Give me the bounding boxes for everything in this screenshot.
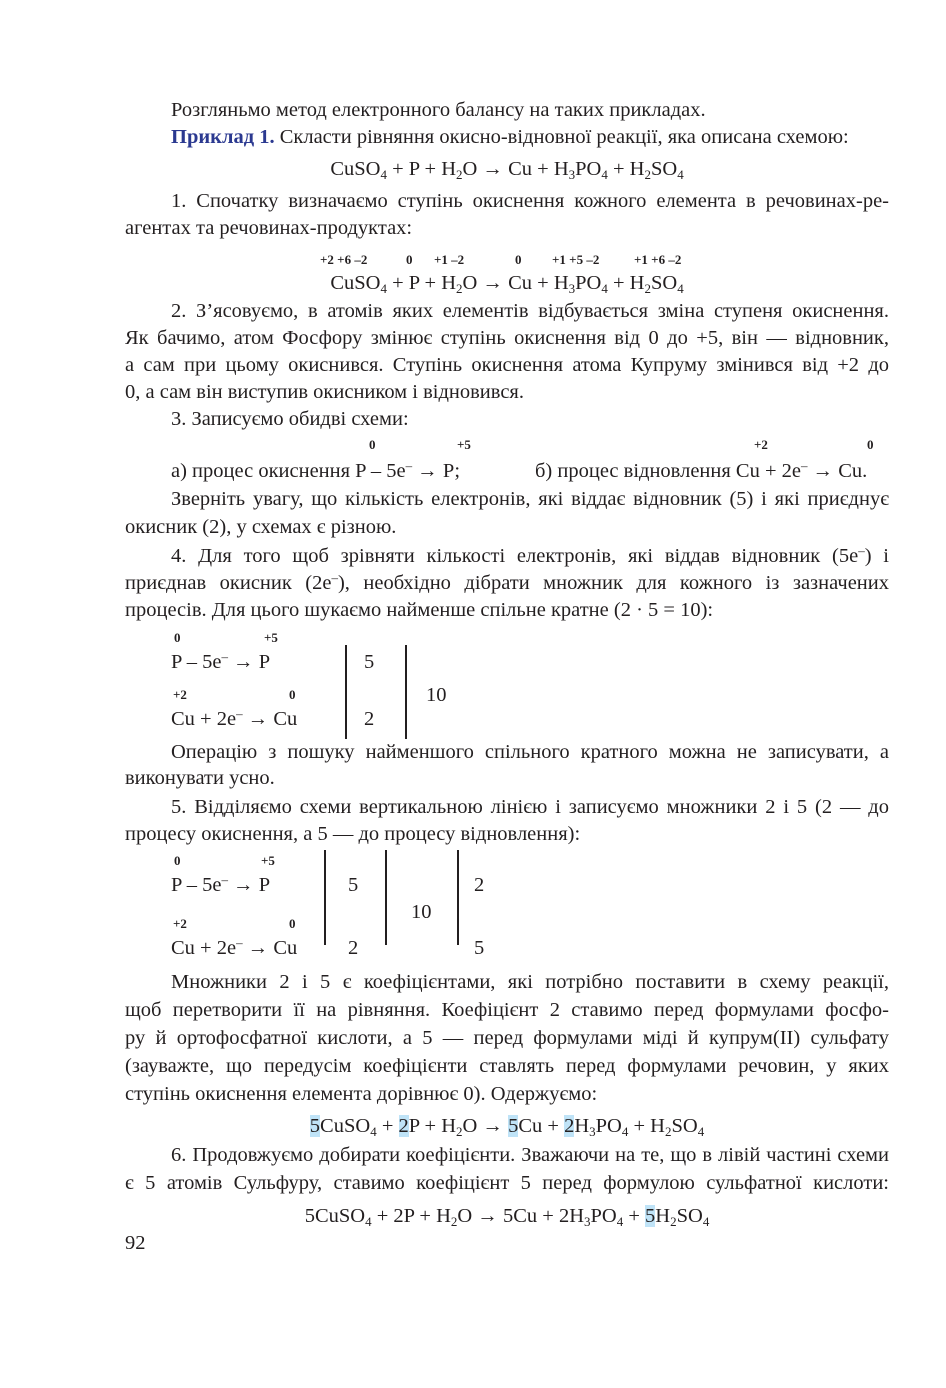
scheme2-divider-3 — [457, 850, 459, 945]
scheme1-ox-cu: +2 — [173, 687, 187, 702]
step-4-line-1: 4. Для того щоб зрівняти кількості електронів, які віддав відновник (5e–) і — [171, 543, 889, 567]
coef-highlight: 2 — [398, 1115, 409, 1137]
example-1-text: Скласти рівняння окисно-відновної реакції, яка описана схемою: — [274, 126, 849, 148]
intro-text: Розгляньмо метод електронного балансу на таких прикладах. — [171, 99, 706, 121]
scheme1-n2: 2 — [364, 708, 375, 730]
ox-state-h2o: +1 –2 — [434, 252, 465, 267]
scheme2-divider-1 — [324, 850, 326, 945]
ox-state-h3po4: +1 +5 –2 — [552, 252, 600, 267]
scheme2-n1: 5 — [348, 874, 359, 896]
scheme1-lcm: 10 — [426, 684, 447, 706]
scheme2-divider-2 — [385, 850, 387, 945]
step-5-line-1: 5. Відділяємо схеми вертикальною лінією і записуємо множники 2 і 5 (2 — до — [171, 796, 889, 818]
scheme1-row-1: P – 5e– → P — [171, 649, 271, 673]
process-oxidation: а) процес окиснення P – 5e– → P; — [171, 458, 461, 482]
ox-state-cuso4: +2 +6 –2 — [320, 252, 368, 267]
step-2-line-2: Як бачимо, атом Фосфору змінює ступінь окиснення від 0 до +5, він — відновник, — [125, 327, 889, 349]
scheme2-ox-cu: +2 — [173, 916, 187, 931]
step-6-line-2: є 5 атомів Сульфуру, ставимо коефіцієнт 5 перед формулою сульфатної кислоти: — [125, 1172, 889, 1194]
coef-line-1: Множники 2 і 5 є коефіцієнтами, які потрібно поставити в схему реакції, — [171, 971, 889, 993]
step-1-line-2: агентах та речовинах-продуктах: — [125, 217, 413, 239]
step-1-line-1: 1. Спочатку визначаємо ступінь окиснення кожного елемента в речовинах-ре- — [171, 190, 889, 212]
example-1-title: Приклад 1. — [171, 126, 275, 148]
page-number: 92 — [125, 1232, 146, 1254]
equation-1: CuSO$_4$ + $P + H_2O \to Cu + H_3PO_4 + H_2SO_4$ — [330, 158, 684, 182]
scheme2-n2: 2 — [348, 937, 359, 959]
scheme1-divider-1 — [345, 645, 347, 739]
scheme1-ox-cu-product: 0 — [289, 687, 296, 702]
ox-b-cu-product: 0 — [867, 437, 874, 452]
scheme2-ox-cu-product: 0 — [289, 916, 296, 931]
scheme2-row-1: P – 5e– → P — [171, 872, 271, 896]
step-4-line-2: приєднав окисник (2e–), необхідно дібрати множник для кожного із зазначених — [125, 570, 889, 594]
scheme2-m2: 5 — [474, 937, 485, 959]
scheme2-ox-p-product: +5 — [261, 853, 275, 868]
coef-line-2: щоб перетворити її на рівняння. Коефіцієнт 2 ставимо перед формулами фосфо- — [125, 999, 889, 1021]
step-2-line-3: а сам при цьому окиснився. Ступінь окиснення атома Купруму змінився від +2 до — [125, 354, 889, 376]
ox-state-h2so4: +1 +6 –2 — [634, 252, 682, 267]
step-4-line-3: процесів. Для цього шукаємо найменше спільне кратне (2 · 5 = 10): — [125, 599, 714, 621]
coef-highlight: 5 — [309, 1115, 321, 1137]
coef-line-3: ру й ортофосфатної кислоти, а 5 — перед формулами міді й купрум(ІІ) сульфату — [125, 1027, 889, 1049]
example-1-line — [171, 124, 946, 150]
step-3-note-1: Зверніть увагу, що кількість електронів, які віддає відновник (5) і які приєднує — [171, 488, 889, 510]
equation-2: CuSO$_4$ + $P + H_2O \to Cu + H_3PO_4 + H_2SO_4$ — [330, 272, 684, 296]
after-4-line-2: виконувати усно. — [125, 767, 275, 789]
coef-line-5: ступінь окиснення елемента дорівнює 0). Одержуємо: — [125, 1083, 598, 1105]
step-6-line-1: 6. Продовжуємо добирати коефіцієнти. Зважаючи на те, що в лівій частині схеми — [171, 1144, 889, 1166]
ox-a-p-product: +5 — [457, 437, 471, 452]
step-3-note-2: окисник (2), у схемах є різною. — [125, 516, 397, 538]
step-2-line-4: 0, а сам він виступив окисником і відновився. — [125, 381, 524, 403]
scheme1-divider-2 — [405, 645, 407, 739]
ox-state-cu: 0 — [515, 252, 522, 267]
coef-line-4: (зауважте, що передусім коефіцієнти ставлять перед формулами речовин, у яких — [125, 1055, 889, 1077]
after-4-line-1: Операцію з пошуку найменшого спільного кратного можна не записувати, а — [171, 741, 889, 763]
equation-4: 5CuSO$_4$ + $2P + H_2O \to 5Cu + 2H_3PO_4 + 5H_2SO_4$ — [304, 1205, 710, 1229]
scheme2-lcm: 10 — [411, 901, 432, 923]
scheme2-ox-p: 0 — [174, 853, 181, 868]
coef-highlight: 5 — [645, 1205, 656, 1227]
coef-highlight: 5 — [508, 1115, 519, 1137]
scheme1-ox-p: 0 — [174, 630, 181, 645]
ox-a-p: 0 — [369, 437, 376, 452]
scheme1-ox-p-product: +5 — [264, 630, 278, 645]
scheme1-n1: 5 — [364, 651, 375, 673]
step-2-line-1: 2. З’ясовуємо, в атомів яких елементів відбувається зміна ступеня окиснення. — [171, 300, 889, 322]
step-5-line-2: процесу окиснення, а 5 — до процесу відновлення): — [125, 823, 581, 845]
equation-3: 5CuSO$_4$ + $2P + H_2O \to 5Cu + 2H_3PO_4 + H_2SO_4$ — [309, 1115, 705, 1139]
process-reduction: б) процес відновлення Cu + 2e– → Cu. — [535, 458, 868, 482]
coef-highlight: 2 — [564, 1115, 575, 1137]
ox-state-p: 0 — [406, 252, 413, 267]
scheme2-m1: 2 — [474, 874, 485, 896]
scheme1-row-2: Cu + 2e– → Cu — [171, 706, 298, 730]
ox-b-cu: +2 — [754, 437, 768, 452]
scheme2-row-2: Cu + 2e– → Cu — [171, 935, 298, 959]
step-3-line-1: 3. Записуємо обидві схеми: — [171, 408, 409, 430]
